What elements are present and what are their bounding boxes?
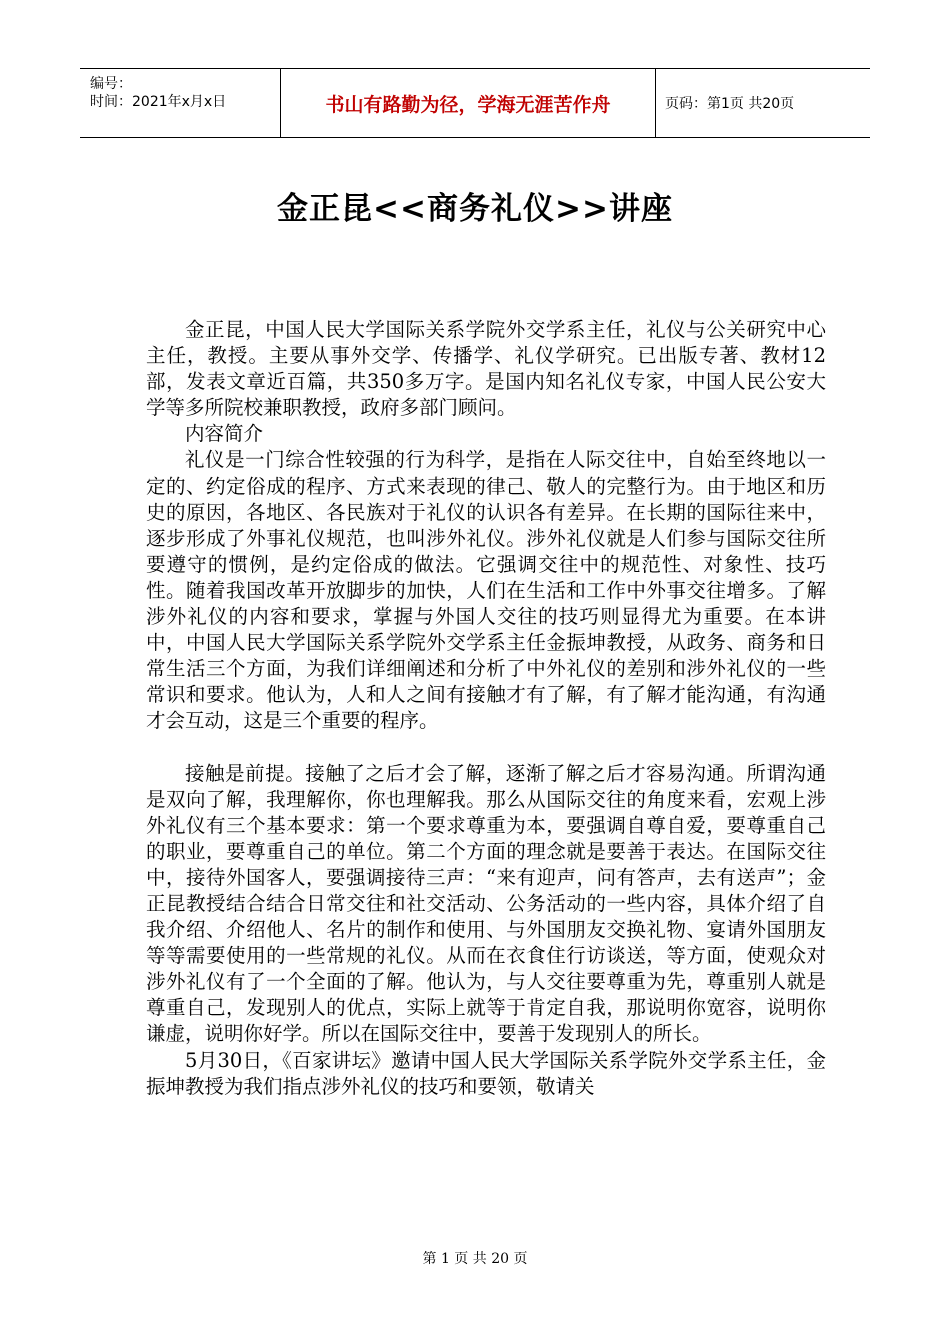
contact-paragraph: 接触是前提。接触了之后才会了解，逐渐了解之后才容易沟通。所谓沟通是双向了解，我理解你，你也理解我。那么从国际交往的角度来看，宏观上涉外礼仪有三个基本要求：第一个要求尊重为本，要强调自尊自爱，要尊重自己的职业，要尊重自己的单位。第二个方面的理念就是要善于表达。在国际交往中，接待外国客人，要强调接待三声：“来有迎声，问有答声，去有送声”；金正昆教授结合结合日常交往和社交活动、公务活动的一些内容，具体介绍了自我介绍、介绍他人、名片的制作和使用、与外国朋友交换礼物、宴请外国朋友等等需要使用的一些常规的礼仪。从而在衣食住行访谈送，等方面，使观众对涉外礼仪有了一个全面的了解。他认为，与人交往要尊重为先，尊重别人就是尊重自己，发现别人的优点，实际上就等于肯定自我，那说明你宽容，说明你谦虚，说明你好学。所以在国际交往中，要善于发现别人的所长。 [146, 761, 826, 1046]
document-header [80, 68, 870, 138]
intro-paragraph: 礼仪是一门综合性较强的行为科学，是指在人际交往中，自始至终地以一定的、约定俗成的程序、方式来表现的律己、敬人的完整行为。由于地区和历史的原因，各地区、各民族对于礼仪的认识各有差异。在长期的国际往来中，逐步形成了外事礼仪规范，也叫涉外礼仪。涉外礼仪就是人们参与国际交往所要遵守的惯例，是约定俗成的做法。它强调交往中的规范性、对象性、技巧性。随着我国改革开放脚步的加快，人们在生活和工作中外事交往增多。了解涉外礼仪的内容和要求，掌握与外国人交往的技巧则显得尤为重要。在本讲中，中国人民大学国际关系学院外交学系主任金振坤教授，从政务、商务和日常生活三个方面，为我们详细阐述和分析了中外礼仪的差别和涉外礼仪的一些常识和要求。他认为，人和人之间有接触才有了解，有了解才能沟通，有沟通才会互动，这是三个重要的程序。 [146, 448, 826, 733]
author-bio-paragraph: 金正昆，中国人民大学国际关系学院外交学系主任，礼仪与公关研究中心主任，教授。主要从事外交学、传播学、礼仪学研究。已出版专著、教材12部，发表文章近百篇，共350多万字。是国内知名礼仪专家，中国人民公安大学等多所院校兼职教授，政府多部门顾问。 [146, 318, 826, 420]
header-meta [80, 69, 280, 137]
time-label: 时间：2021年x月x日 [90, 94, 227, 110]
broadcast-paragraph: 5月30日，《百家讲坛》邀请中国人民大学国际关系学院外交学系主任，金振坤教授为我们指点涉外礼仪的技巧和要领，敬请关 [146, 1048, 826, 1098]
page-info: 页码：第1页 共20页 [665, 96, 795, 112]
page-title: 金正昆<<商务礼仪>>讲座 [277, 191, 673, 227]
page-footer: 第 1 页 共 20 页 [422, 1251, 528, 1267]
header-motto: 书山有路勤为径，学海无涯苦作舟 [325, 93, 611, 116]
number-label: 编号： [90, 76, 132, 92]
section-heading: 内容简介 [185, 422, 264, 446]
document-body [146, 317, 826, 1100]
header-divider [655, 69, 656, 137]
